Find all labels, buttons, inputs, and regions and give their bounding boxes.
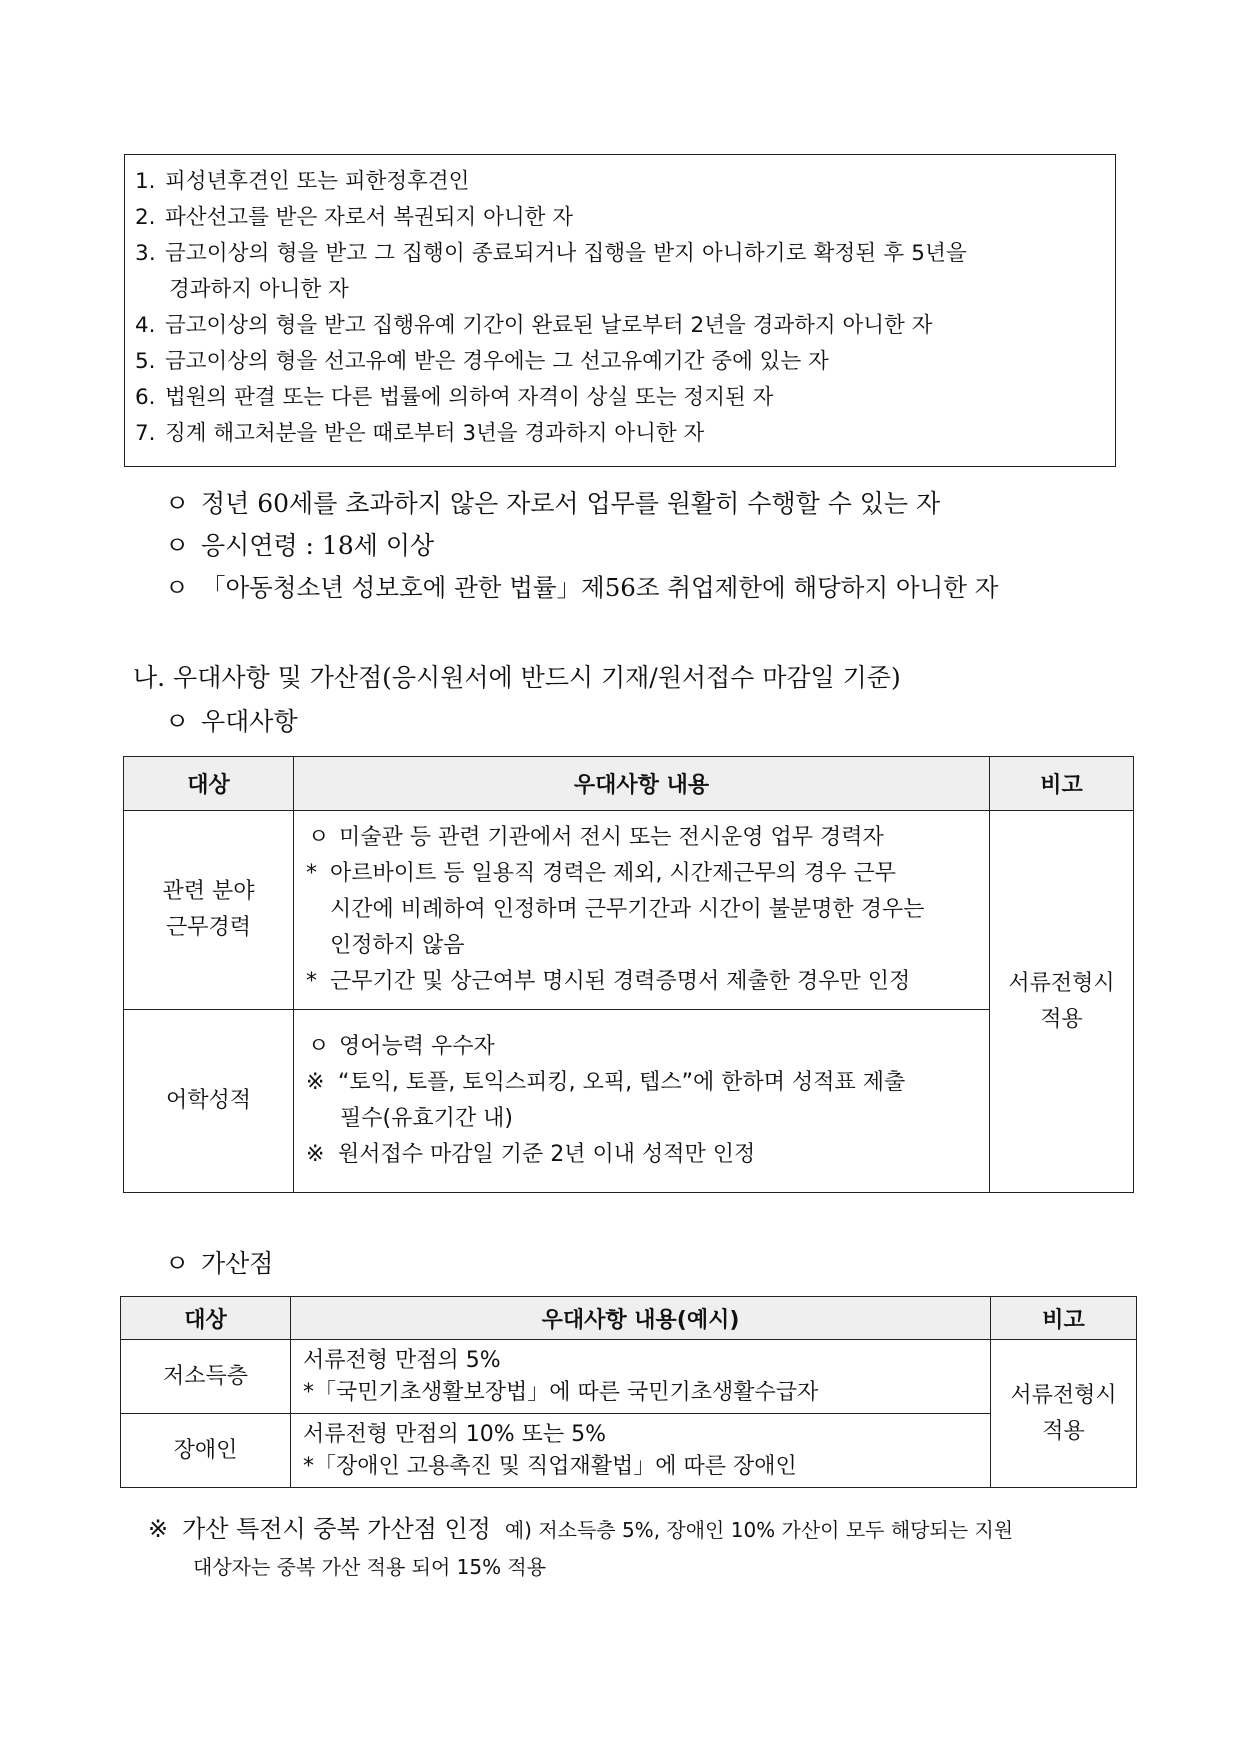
bonus-subheading: ㅇ 가산점 (165, 1249, 274, 1278)
disqualification-item: 5. 금고이상의 형을 선고유예 받은 경우에는 그 선고유예기간 중에 있는 자 (135, 349, 829, 374)
bonus-table (120, 1296, 1137, 1488)
note-line: ※ 가산 특전시 중복 가산점 인정 예) 저소득층 5%, 장애인 10% 가산이 모두 해당되는 지원 (148, 1515, 1014, 1543)
content-line: *「국민기초생활보장법」에 따른 국민기초생활수급자 (303, 1379, 819, 1405)
content-cell (294, 1010, 990, 1193)
table-row (124, 1010, 1134, 1193)
disqualification-item: 3. 금고이상의 형을 받고 그 집행이 종료되거나 집행을 받지 아니하기로 확정된 후 5년을 (135, 241, 967, 266)
target-cell: 장애인 (121, 1414, 291, 1488)
content-cell (294, 811, 990, 1010)
disqualification-item: 2. 파산선고를 받은 자로서 복권되지 아니한 자 (135, 205, 574, 230)
content-cell (291, 1414, 991, 1488)
table-header: 우대사항 내용(예시) (291, 1297, 991, 1340)
table-header: 대상 (124, 757, 294, 811)
table-header: 비고 (991, 1297, 1137, 1340)
content-line: 서류전형 만점의 5% (303, 1347, 501, 1373)
content-line: *「장애인 고용촉진 및 직업재활법」에 따른 장애인 (303, 1453, 797, 1479)
table-header: 대상 (121, 1297, 291, 1340)
target-cell: 관련 분야 근무경력 (124, 811, 294, 1010)
content-line: * 근무기간 및 상근여부 명시된 경력증명서 제출한 경우만 인정 (306, 969, 911, 994)
content-line: 필수(유효기간 내) (340, 1106, 513, 1131)
disqualification-item: 6. 법원의 판결 또는 다른 법률에 의하여 자격이 상실 또는 정지된 자 (135, 385, 774, 410)
section-heading: 나. 우대사항 및 가산점(응시원서에 반드시 기재/원서접수 마감일 기준) (133, 663, 901, 692)
requirement-retirement-age: ㅇ 정년 60세를 초과하지 않은 자로서 업무를 원활히 수행할 수 있는 자 (165, 489, 941, 518)
content-line: 시간에 비례하여 인정하며 근무기간과 시간이 불분명한 경우는 (330, 897, 925, 922)
content-line: * 아르바이트 등 일용직 경력은 제외, 시간제근무의 경우 근무 (306, 861, 896, 886)
table-row (121, 1340, 1137, 1414)
requirement-youth-protection: ㅇ 「아동청소년 성보호에 관한 법률」제56조 취업제한에 해당하지 아니한 자 (165, 573, 999, 602)
content-line: 인정하지 않음 (330, 933, 465, 958)
content-line: ㅇ 영어능력 우수자 (308, 1034, 495, 1059)
content-cell (291, 1340, 991, 1414)
content-line: ㅇ 미술관 등 관련 기관에서 전시 또는 전시운영 업무 경력자 (308, 825, 884, 850)
table-header: 우대사항 내용 (294, 757, 990, 811)
table-row (124, 811, 1134, 1010)
note-line: 대상자는 중복 가산 적용 되어 15% 적용 (193, 1555, 547, 1579)
disqualification-item: 1. 피성년후견인 또는 피한정후견인 (135, 169, 470, 194)
disqualification-item-continued: 경과하지 아니한 자 (169, 277, 349, 302)
preference-table (123, 756, 1134, 1193)
content-line: ※ 원서접수 마감일 기준 2년 이내 성적만 인정 (306, 1142, 756, 1167)
content-line: 서류전형 만점의 10% 또는 5% (303, 1421, 607, 1447)
target-cell: 어학성적 (124, 1010, 294, 1193)
target-cell: 저소득층 (121, 1340, 291, 1414)
disqualification-item: 4. 금고이상의 형을 받고 집행유예 기간이 완료된 날로부터 2년을 경과하지 아니한 자 (135, 313, 933, 338)
table-header: 비고 (990, 757, 1134, 811)
bonus-note (148, 1511, 1128, 1585)
table-row (121, 1414, 1137, 1488)
content-line: ※ “토익, 토플, 토익스피킹, 오픽, 텝스”에 한하며 성적표 제출 (306, 1070, 906, 1095)
preference-subheading: ㅇ 우대사항 (165, 707, 298, 736)
remark-cell: 서류전형시 적용 (990, 811, 1134, 1193)
remark-cell: 서류전형시 적용 (991, 1340, 1137, 1488)
requirement-applicant-age: ㅇ 응시연령 : 18세 이상 (165, 531, 435, 560)
disqualification-box (124, 154, 1116, 467)
disqualification-item: 7. 징계 해고처분을 받은 때로부터 3년을 경과하지 아니한 자 (135, 421, 705, 446)
